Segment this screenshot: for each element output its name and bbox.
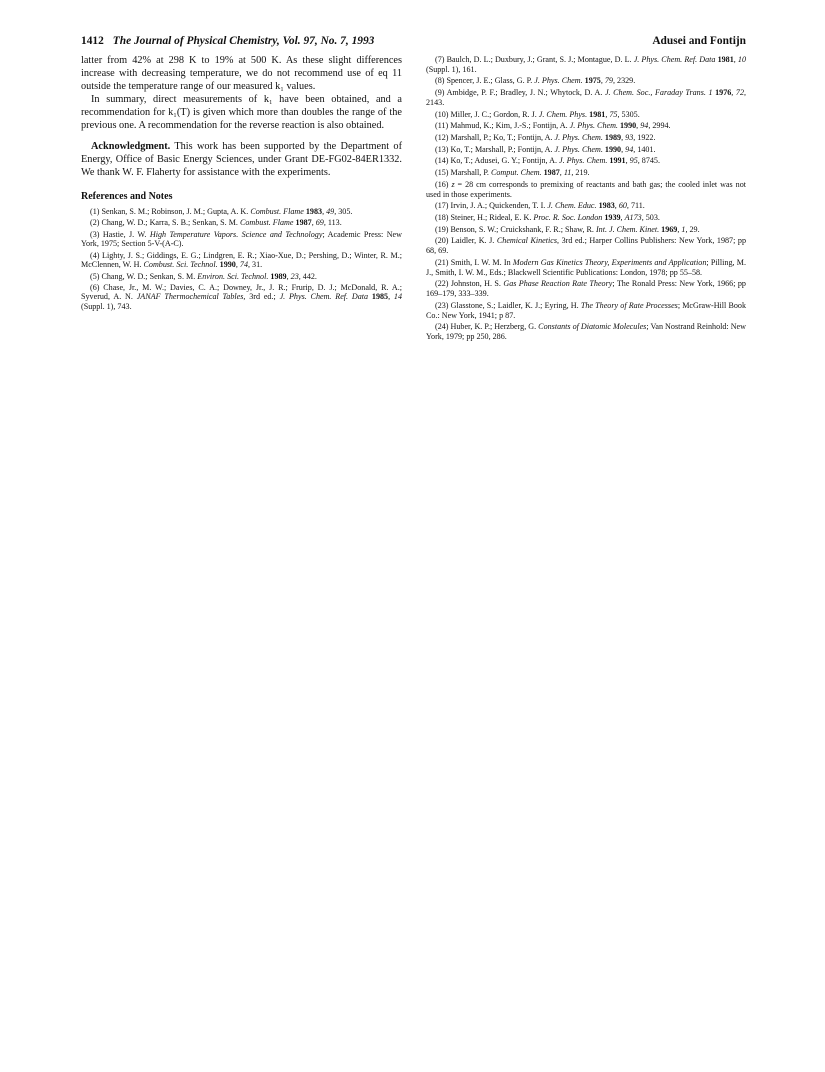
reference-text: Steiner, H.; Rideal, E. K. Proc. R. Soc. London 1939, A173, 503.	[450, 212, 660, 222]
reference-number: (2)	[90, 218, 102, 228]
reference-number: (10)	[435, 109, 451, 119]
reference-item	[426, 236, 746, 256]
acknowledgment-heading: Acknowledgment.	[91, 141, 171, 153]
reference-item	[426, 88, 746, 108]
reference-text: Ambidge, P. F.; Bradley, J. N.; Whytock, D. A. J. Chem. Soc., Faraday Trans. 1 1976, 72, 2143.	[426, 88, 747, 107]
reference-text: Chang, W. D.; Karra, S. B.; Senkan, S. M. Combust. Flame 1987, 69, 113.	[101, 218, 342, 228]
reference-list-right	[426, 55, 746, 342]
reference-item	[426, 279, 746, 299]
reference-item	[81, 230, 402, 250]
reference-text: Miller, J. C.; Gordon, R. J. J. Chem. Phys. 1981, 75, 5305.	[450, 109, 640, 119]
reference-text: Chase, Jr., M. W.; Davies, C. A.; Downey, Jr., J. R.; Frurip, D. J.; McDonald, R. A.; Syverud, A. N. JANAF Thermochemical Tables, 3rd ed.; J. Phys. Chem. Ref. Data 1985, 14 (Suppl. 1), 743.	[81, 282, 403, 312]
reference-number: (5)	[90, 271, 102, 281]
reference-text: z = 28 cm corresponds to premixing of reactants and bath gas; the cooled inlet was not used in those experiments.	[426, 179, 746, 199]
reference-text: Irvin, J. A.; Quickenden, T. I. J. Chem. Educ. 1983, 60, 711.	[450, 201, 645, 211]
reference-item	[426, 301, 746, 321]
body-paragraph-2: In summary, direct measurements of k₁ have been obtained, and a recommendation for k₁(T) is given which more than doubles the range of the previous one. A recommendation for the reverse reaction is also obtained.	[81, 93, 402, 131]
reference-number: (17)	[435, 201, 451, 211]
reference-text: Ko, T.; Marshall, P.; Fontijn, A. J. Phys. Chem. 1990, 94, 1401.	[450, 144, 656, 154]
reference-item	[81, 207, 402, 217]
reference-number: (15)	[435, 168, 451, 178]
reference-text: Baulch, D. L.; Duxbury, J.; Grant, S. J.; Montague, D. L. J. Phys. Chem. Ref. Data 1981, 10 (Suppl. 1), 161.	[426, 55, 747, 74]
reference-item	[426, 213, 746, 223]
reference-number: (18)	[435, 212, 451, 222]
reference-number: (11)	[435, 121, 451, 131]
reference-item	[81, 218, 402, 228]
reference-number: (22)	[435, 279, 451, 289]
reference-item	[426, 168, 746, 178]
reference-item	[426, 145, 746, 155]
references-heading: References and Notes	[81, 191, 173, 203]
reference-number: (8)	[435, 76, 447, 86]
reference-number: (7)	[435, 55, 447, 64]
reference-text: Spencer, J. E.; Glass, G. P. J. Phys. Chem. 1975, 79, 2329.	[446, 76, 636, 86]
reference-text: Glasstone, S.; Laidler, K. J.; Eyring, H. The Theory of Rate Processes; McGraw-Hill Book Co.: New York, 1941; p 87.	[426, 300, 746, 320]
reference-text: Mahmud, K.; Kim, J.-S.; Fontijn, A. J. Phys. Chem. 1990, 94, 2994.	[450, 121, 671, 131]
reference-number: (16)	[435, 179, 452, 189]
reference-number: (21)	[435, 257, 451, 267]
running-header	[81, 33, 746, 49]
reference-number: (9)	[435, 88, 447, 98]
reference-text: Hastie, J. W. High Temperature Vapors. Science and Technology; Academic Press: New York, 1975; Section 5-V-(A-C).	[81, 229, 402, 249]
page-number: 1412	[81, 35, 104, 47]
reference-number: (24)	[435, 322, 451, 332]
reference-item	[426, 133, 746, 143]
reference-number: (1)	[90, 207, 102, 217]
acknowledgment-text: This work has been supported by the Department of Energy, Office of Basic Energy Sciences, under Grant DE-FG02-84ER1332. We thank W. F. Flaherty for assistance with the experiments.	[81, 141, 402, 179]
reference-item	[426, 258, 746, 278]
reference-number: (23)	[435, 300, 451, 310]
reference-text: Johnston, H. S. Gas Phase Reaction Rate Theory; The Ronald Press: New York, 1966; pp 169–179, 333–339.	[426, 279, 746, 299]
reference-text: Marshall, P.; Ko, T.; Fontijn, A. J. Phys. Chem. 1989, 93, 1922.	[450, 133, 656, 143]
reference-number: (20)	[435, 236, 452, 246]
reference-number: (13)	[435, 144, 451, 154]
reference-text: Marshall, P. Comput. Chem. 1987, 11, 219.	[450, 168, 590, 178]
reference-item	[426, 180, 746, 200]
reference-item	[426, 322, 746, 342]
reference-item	[81, 272, 402, 282]
reference-item	[426, 121, 746, 131]
reference-item	[426, 225, 746, 235]
reference-number: (6)	[90, 282, 104, 292]
reference-text: Smith, I. W. M. In Modern Gas Kinetics Theory, Experiments and Application; Pilling, M. J., Smith, I. W. M., Eds.; Blackwell Scientific Publications: London, 1978; pp 55–58.	[426, 257, 746, 277]
reference-number: (4)	[90, 250, 103, 260]
journal-citation: The Journal of Physical Chemistry, Vol. 97, No. 7, 1993	[112, 35, 375, 47]
reference-list-left	[81, 207, 402, 312]
reference-number: (14)	[435, 156, 451, 166]
reference-item	[426, 110, 746, 120]
reference-item	[81, 283, 402, 312]
acknowledgment	[81, 141, 402, 180]
left-column	[81, 55, 402, 313]
reference-item	[81, 251, 402, 271]
reference-number: (19)	[435, 224, 451, 234]
reference-text: Benson, S. W.; Cruickshank, F. R.; Shaw, R. Int. J. Chem. Kinet. 1969, 1, 29.	[450, 224, 700, 234]
reference-number: (12)	[435, 133, 451, 143]
reference-text: Lighty, J. S.; Giddings, E. G.; Lindgren, E. R.; Xiao-Xue, D.; Pershing, D.; Winter, R. M.; McClennen, W. H. Combust. Sci. Technol. 1990, 74, 31.	[81, 250, 403, 270]
right-column	[426, 55, 746, 344]
reference-text: Ko, T.; Adusei, G. Y.; Fontijn, A. J. Phys. Chem. 1991, 95, 8745.	[450, 156, 660, 166]
body-paragraph-1: latter from 42% at 298 K to 19% at 500 K. As these slight differences increase with decreasing temperature, we do not recommend use of eq 11 outside the temperature range of our measured k₁ values.	[81, 55, 402, 92]
reference-item	[426, 156, 746, 166]
running-authors: Adusei and Fontijn	[652, 35, 746, 47]
reference-text: Laidler, K. J. Chemical Kinetics, 3rd ed.; Harper Collins Publishers: New York, 1987; pp 68, 69.	[426, 236, 747, 256]
reference-text: Senkan, S. M.; Robinson, J. M.; Gupta, A. K. Combust. Flame 1983, 49, 305.	[101, 207, 353, 217]
reference-text: Huber, K. P.; Herzberg, G. Constants of Diatomic Molecules; Van Nostrand Reinhold: New York, 1979; pp 250, 286.	[426, 322, 746, 342]
reference-item	[426, 76, 746, 86]
reference-text: Chang, W. D.; Senkan, S. M. Environ. Sci. Technol. 1989, 23, 442.	[101, 271, 317, 281]
reference-item	[426, 201, 746, 211]
reference-item	[426, 55, 746, 75]
reference-number: (3)	[90, 229, 103, 239]
